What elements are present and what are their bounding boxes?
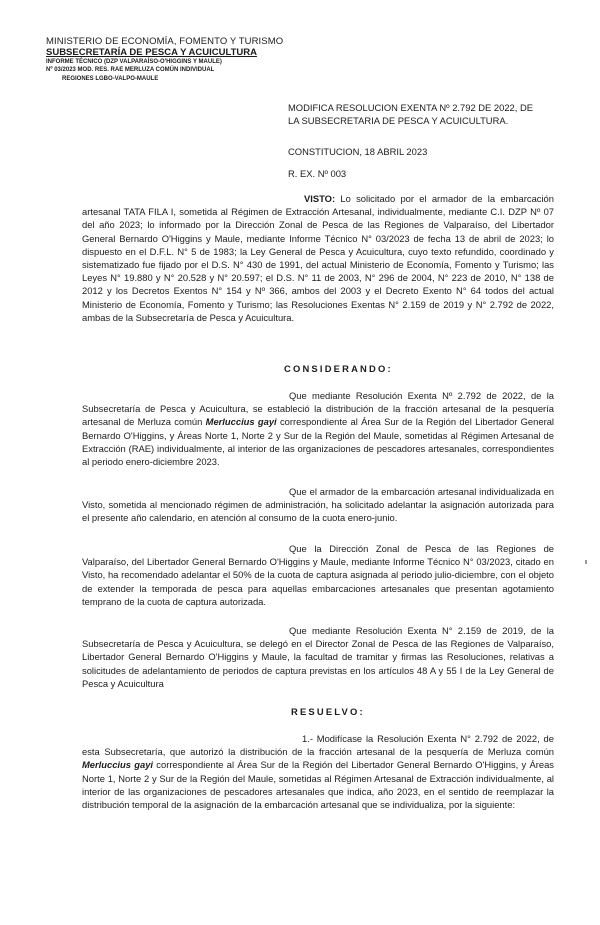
visto-text: Lo solicitado por el armador de la embarcación artesanal TATA FILA I, sometida al Régimen de Extracción Artesanal, individualmente, mediante C.I. DZP Nº 07 del año 2023; lo informado por la Dirección Zonal de Pesca de las Regiones de Valparaíso, del Libertador General Bernardo O'Higgins y Maule, mediante Informe Técnico N° 03/2023 de fecha 13 de abril de 2023; lo dispuesto en el D.F.L. N° 5 de 1983; la Ley General de Pesca y Acuicultura, cuyo texto refundido, coordinado y sistematizado fue fijado por el D.S. N° 430 de 1991, del actual Ministerio de Economía, Fomento y Turismo; las Leyes N° 19.880 y N° 20.528 y N° 20.597; el D.S. N° 11 de 2003, N° 296 de 2004, N° 223 de 2010, N° 138 de 2012 y los Decretos Exentos N° 154 y Nº 366, ambos del 2003 y el Decreto Exento N° 64 todos del actual Ministerio de Economía, Fomento y Turismo; las Resoluciones Exentas N° 2.159 de 2019 y N° 2.792 de 2022, ambas de la Subsecretaría de Pesca y Acuicultura.: [82, 193, 554, 323]
report-reference: INFORME TÉCNICO (DZP VALPARAÍSO-O'HIGGINS Y MAULE): [46, 59, 222, 65]
considerando-p1-species: Merluccius gayi: [205, 416, 277, 428]
place-date: CONSTITUCION, 18 ABRIL 2023: [288, 146, 428, 157]
resolution-reference: Nº 03/2023 MOD. RES. RAE MERLUZA COMÚN INDIVIDUAL: [46, 67, 215, 74]
resolution-number: R. EX. Nº 003: [288, 168, 347, 179]
considerando-p4-text: Que mediante Resolución Exenta N° 2.159 de 2019, de la Subsecretaría de Pesca y Acuicultura, se delegó en el Director Zonal de Pesca de las Regiones de Valparaíso, Libertador General Bernardo O'Higgins y Maule, la facultad de tramitar y firmas las Resoluciones, relativas a solicitudes de adelantamiento de periodos de captura previstas en los artículos 48 A y 55 I de la Ley General de Pesca y Acuicultura: [82, 625, 554, 689]
visto-label: VISTO:: [304, 193, 336, 204]
resuelvo-p1-text-a: 1.- Modifícase la Resolución Exenta N° 2.792 de 2022, de esta Subsecretaría, que autorizó la distribución de la fracción artesanal de la pesquería de Merluza común: [82, 733, 554, 758]
ministry-name: MINISTERIO DE ECONOMÍA, FOMENTO Y TURISMO: [46, 36, 284, 47]
resuelvo-heading: RESUELVO:: [291, 706, 365, 717]
subsecretaria-name: SUBSECRETARÍA DE PESCA Y ACUICULTURA: [46, 47, 257, 58]
resuelvo-p1-species: Merluccius gayi: [82, 759, 154, 771]
considerando-paragraph-4: [82, 624, 554, 690]
considerando-paragraph-3: [82, 542, 554, 608]
considerando-p1-text-b: correspondiente al Área Sur de la Región del Libertador General Bernardo O'Higgins, y Áreas Norte 1, Norte 2 y Sur de la Región del Maule, sometidas al Régimen Artesanal de Extracción (RAE) individualmente, al interior de las organizaciones de pescadores artesanales, correspondientes al periodo enero-diciembre 2023.: [82, 416, 554, 468]
regions-reference: REGIONES LGBO-VALPO-MAULE: [62, 75, 159, 82]
visto-paragraph: [82, 192, 554, 324]
subject-line-1: MODIFICA RESOLUCION EXENTA Nº 2.792 DE 2022, DE: [288, 102, 533, 113]
scan-mark: [585, 560, 587, 564]
considerando-heading: CONSIDERANDO:: [284, 363, 393, 374]
letterhead: [46, 36, 306, 83]
resuelvo-p1-text-b: correspondiente al Área Sur de la Región del Libertador General Bernardo O'Higgins, y Áreas Norte 1, Norte 2 y Sur de la Región del Maule, sometidas al Régimen Artesanal de Extracción individualmente, al interior de las organizaciones de pescadores artesanales que indica, año 2023, en el sentido de reemplazar la distribución temporal de la asignación de la embarcación artesanal que se individualiza, por la siguiente:: [82, 759, 554, 811]
resuelvo-paragraph-1: [82, 732, 554, 811]
subject-line-2: LA SUBSECRETARIA DE PESCA Y ACUICULTURA.: [288, 114, 509, 126]
considerando-p2-text: Que el armador de la embarcación artesanal individualizada en Visto, sometida al mencionado régimen de administración, ha solicitado adelantar la asignación autorizada para el presente año calendario, en atención al consumo de la cuota enero-junio.: [82, 486, 554, 524]
resolution-subject: [288, 102, 550, 127]
considerando-paragraph-1: [82, 389, 554, 468]
considerando-p1-text-a: Que mediante Resolución Exenta Nº 2.792 de 2022, de la Subsecretaría de Pesca y Acuicultura, se estableció la distribución de la fracción artesanal de la pesquería artesanal de Merluza común: [82, 390, 554, 428]
considerando-paragraph-2: [82, 485, 554, 525]
considerando-p3-text: Que la Dirección Zonal de Pesca de las Regiones de Valparaíso, del Libertador General Bernardo O'Higgins y Maule, mediante Informe Técnico N° 03/2023, citado en Visto, ha recomendado adelantar el 50% de la cuota de captura asignada al periodo julio-diciembre, con el objeto de extender la temporada de pesca para aquellas embarcaciones artesanales que presentan agotamiento temprano de la cuota de captura autorizada.: [82, 543, 554, 607]
